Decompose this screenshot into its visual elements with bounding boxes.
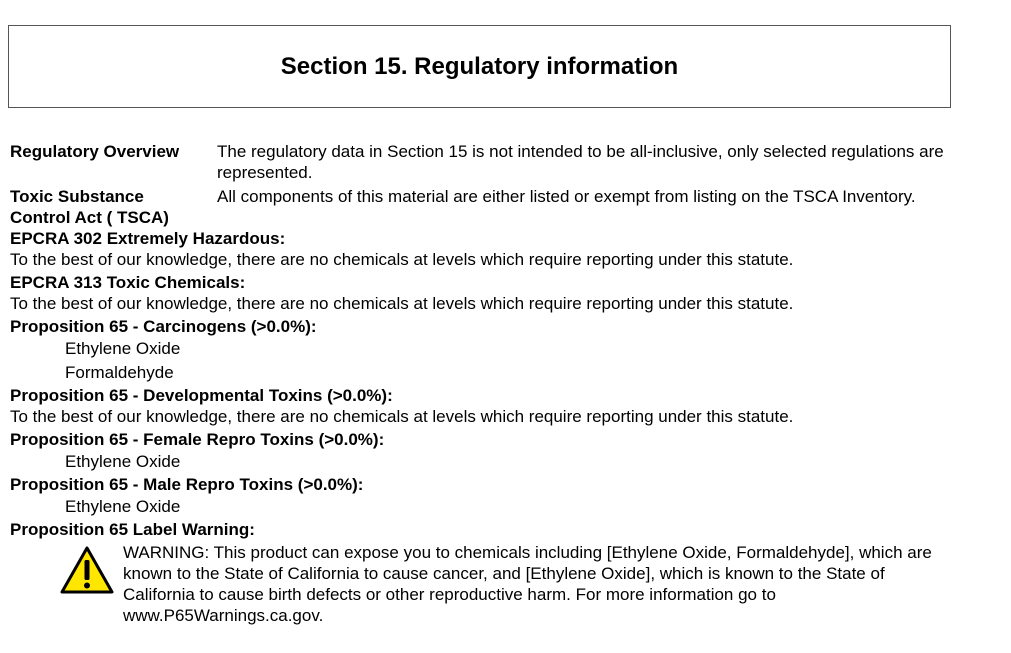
- epcra313-heading: EPCRA 313 Toxic Chemicals:: [10, 273, 246, 292]
- epcra302-text: To the best of our knowledge, there are no chemicals at levels which require reporting under this statute.: [10, 250, 794, 269]
- prop65-warning-block: [10, 542, 950, 626]
- prop65-carcinogens-item: Formaldehyde: [65, 363, 174, 382]
- tsca-text: All components of this material are either listed or exempt from listing on the TSCA Inventory.: [217, 187, 916, 206]
- epcra302-heading: EPCRA 302 Extremely Hazardous:: [10, 229, 286, 248]
- prop65-male-item: Ethylene Oxide: [65, 497, 181, 516]
- prop65-female-item: Ethylene Oxide: [65, 452, 181, 471]
- regulatory-content: [10, 141, 950, 626]
- tsca-label-line2: Control Act ( TSCA): [10, 208, 169, 227]
- regulatory-overview-label: Regulatory Overview: [10, 142, 180, 161]
- prop65-carcinogens-heading: Proposition 65 - Carcinogens (>0.0%):: [10, 317, 317, 336]
- tsca-label-line1: Toxic Substance: [10, 187, 144, 206]
- prop65-developmental-heading: Proposition 65 - Developmental Toxins (>0.0%):: [10, 386, 393, 405]
- regulatory-overview-text: The regulatory data in Section 15 is not intended to be all-inclusive, only selected regulations are represented.: [217, 142, 944, 182]
- prop65-label-heading: Proposition 65 Label Warning:: [10, 520, 255, 539]
- epcra313-text: To the best of our knowledge, there are no chemicals at levels which require reporting under this statute.: [10, 294, 794, 313]
- prop65-developmental-text: To the best of our knowledge, there are no chemicals at levels which require reporting under this statute.: [10, 407, 794, 426]
- prop65-male-heading: Proposition 65 - Male Repro Toxins (>0.0%):: [10, 475, 364, 494]
- prop65-carcinogens-item: Ethylene Oxide: [65, 339, 181, 358]
- warning-triangle-icon: [10, 542, 123, 626]
- tsca-row: [10, 186, 950, 228]
- tsca-label: [10, 186, 217, 228]
- regulatory-overview-row: [10, 141, 950, 183]
- prop65-female-heading: Proposition 65 - Female Repro Toxins (>0.0%):: [10, 430, 385, 449]
- section-title: Section 15. Regulatory information: [280, 52, 679, 80]
- section-header: [8, 25, 951, 108]
- prop65-warning-text: WARNING: This product can expose you to chemicals including [Ethylene Oxide, Formaldehyde], which are known to the State of California to cause cancer, and [Ethylene Oxide], which is known to the State of California to cause birth defects or other reproductive harm. For more information go to www.P65Warnings.ca.gov.: [123, 543, 932, 625]
